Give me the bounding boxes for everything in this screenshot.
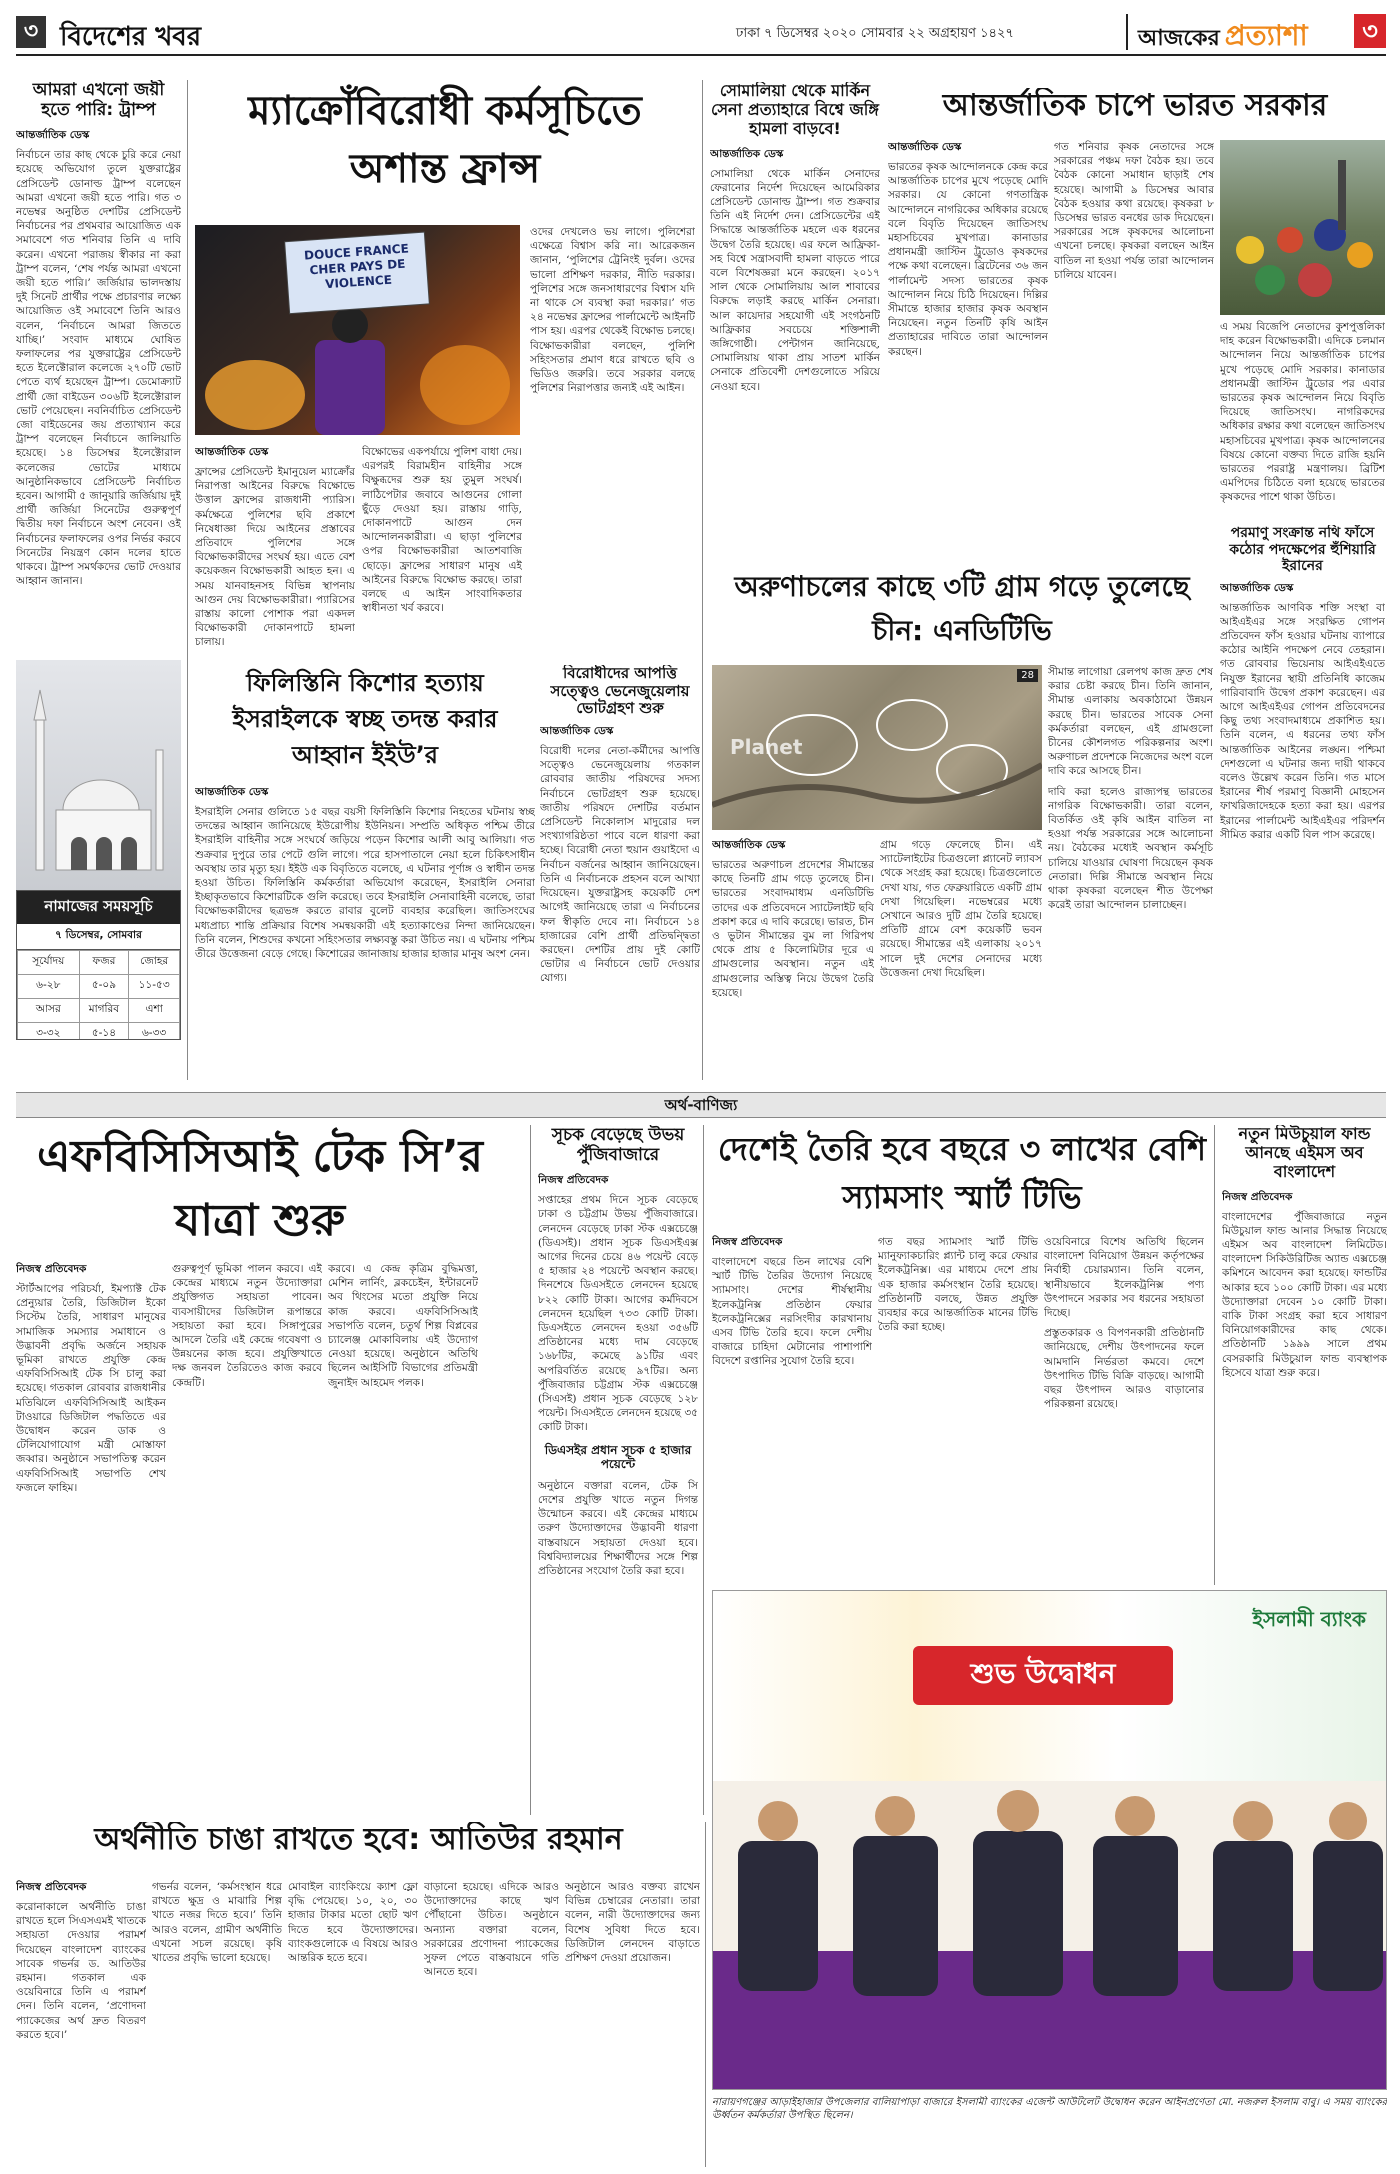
france-body-a: ফ্রান্সের প্রেসিডেন্ট ইমানুয়েল ম্যাক্রোঁর নিরাপত্তা আইনের বিরুদ্ধে বিক্ষোভে উত্তাল ফ্রান্সের রাজধানী প্যারিস। কর্মক্ষেত্রে পুলিশের ছবি প্রকাশে নিষেধাজ্ঞা দিয়ে আইনের প্রস্তাবের প্রতিবাদে পুলিশের সঙ্গে বিক্ষোভকারীদের সংঘর্ষ হয়। এতে বেশ কয়েকজন বিক্ষোভকারী আহত হন। এ সময় যানবাহনসহ বিভিন্ন স্থাপনায় আগুন দেয় বিক্ষোভকারীরা। প্যারিসের রাস্তায় কালো পোশাক পরা একদল বিক্ষোভকারী দোকানপাটে হামলা চালায়।	[195, 466, 355, 649]
arunachal-satellite-photo	[712, 665, 1042, 830]
prayer-cell: মাগরিব	[79, 999, 129, 1023]
samsung-body-d: প্রস্তুতকারক ও বিপণনকারী প্রতিষ্ঠানটি জানিয়েছে, দেশীয় উৎপাদনের ফলে আমদানি নির্ভরতা কমবে। দেশে উৎপাদিত টিভি বিক্রি বাড়ছে। আগামী বছর উৎপাদন আরও বাড়ানোর পরিকল্পনা রয়েছে।	[1044, 1327, 1204, 1411]
france-text-b	[362, 445, 522, 650]
palestine-story	[195, 785, 535, 1080]
section-title: বিদেশের খবর	[60, 22, 202, 52]
india-body-b: গত শনিবার কৃষক নেতাদের সঙ্গে সরকারের পঞ্চম দফা বৈঠক হয়। তবে বৈঠক কোনো সমাধান ছাড়াই শেষ হয়েছে। আগামী ৯ ডিসেম্বর আবার বৈঠক হওয়ার কথা রয়েছে। কৃষকরা ৮ ডিসেম্বর ভারত বনধের ডাক দিয়েছেন। সরকারের সঙ্গে কৃষকদের আলোচনা এখনো চলছে। কৃষকরা বলছেন আইন বাতিল না হওয়া পর্যন্ত তারা আন্দোলন চালিয়ে যাবেন।	[1054, 141, 1214, 281]
india-farmers-photo	[1220, 140, 1385, 315]
section-divider	[16, 1092, 1386, 1118]
atiur-text-d	[424, 1880, 559, 2165]
india-text-d	[1220, 320, 1385, 520]
somalia-body: সোমালিয়া থেকে মার্কিন সেনাদের ফেরানোর নির্দেশ দিয়েছেন আমেরিকার প্রেসিডেন্ট ডোনাল্ড ট্রাম্প। গত শুক্রবার তিনি এই নির্দেশ দেন। প্রেসিডেন্টের এই সিদ্ধান্তে আন্তর্জাতিক মহলে এক ধরনের উদ্বেগ তৈরি হয়েছে। এর ফলে আফ্রিকা-সহ বিশ্বে সন্ত্রাসবাদী হামলা বাড়তে পারে বলে বিশেষজ্ঞরা মনে করছেন। ২০১৭ সাল থেকে সোমালিয়ায় আল শাবাবের বিরুদ্ধে লড়াই করছে মার্কিন সেনারা। আল কায়েদার সহযোগী এই সংগঠনটি আফ্রিকার সবচেয়ে শক্তিশালী জঙ্গিগোষ্ঠী। পেন্টাগন জানিয়েছে, সোমালিয়ায় থাকা প্রায় সাতশ মার্কিন সেনাকে প্রতিবেশী দেশগুলোতে সরিয়ে নেওয়া হবে।	[710, 167, 880, 393]
mutual-fund-story	[1222, 1125, 1387, 1585]
atiur-body-b: গভর্নর বলেন, ‘কর্মসংস্থান ধরে রাখতে ক্ষুদ্র ও মাঝারি শিল্প খাতে নজর দিতে হবে।’ তিনি আরও বলেন, গ্রামীণ অর্থনীতি এখনো সচল রয়েছে। কৃষি খাতের প্রবৃদ্ধি ভালো হয়েছে।	[152, 1881, 282, 1965]
prayer-box-title: নামাজের সময়সূচি	[17, 891, 180, 924]
trump-body: নির্বাচনে তার কাছ থেকে চুরি করে নেয়া হয়েছে অভিযোগ তুলে যুক্তরাষ্ট্রের প্রেসিডেন্ট ডোনাল্ড ট্রাম্প বলেছেন আমরা এখনো জয়ী হতে পারি। গত ৩ নভেম্বর অনুষ্ঠিত দেশটির প্রেসিডেন্ট নির্বাচনের পর প্রথমবার আয়োজিত এক সমাবেশে গত শনিবার তিনি এ দাবি করেন। এখনো পরাজয় স্বীকার না করা ট্রাম্প বলেন, ‘শেষ পর্যন্ত আমরা এখনো জয়ী হতে পারি।’ জর্জিয়ার ভালদস্তায় দুই সিনেট প্রার্থীর পক্ষে প্রচারণার লক্ষ্যে আয়োজিত ওই সমাবেশে তিনি আরও বলেন, ‘নির্বাচনে আমরা জিততে যাচ্ছি।’ সংবাদ মাধ্যমে ঘোষিত ফলাফলের পর যুক্তরাষ্ট্রের প্রেসিডেন্ট হতে ইলেক্টোরাল কলেজে ২৭০টি ভোট পেতে ব্যর্থ হয়েছেন ট্রাম্প। ডেমোক্র্যাট প্রার্থী জো বাইডেন ৩০৬টি ইলেক্টোরাল ভোট পেয়েছেন। নবনির্বাচিত প্রেসিডেন্ট জো বাইডেনের জয় প্রত্যাখ্যান করে ট্রাম্প বলেছেন নির্বাচনে জালিয়াতি হয়েছে। ১৪ ডিসেম্বর ইলেক্টোরাল কলেজের ভোটের মাধ্যমে আনুষ্ঠানিকভাবে প্রেসিডেন্ট নির্বাচিত হবেন। আগামী ৫ জানুয়ারি জর্জিয়ায় দুই প্রার্থী জর্জিয়া সিনেটের গুরুত্বপূর্ণ দ্বিতীয় দফা নির্বাচনে অংশ নেবেন। ওই নির্বাচনের ফলাফলের ওপর নির্ভর করবে সিনেটের নিয়ন্ত্রণ কোন দলের হাতে থাকবে। ট্রাম্প সমর্থকদের ভোট দেওয়ার আহ্বান জানান।	[16, 149, 181, 588]
dateline: ঢাকা ৭ ডিসেম্বর ২০২০ সোমবার ২২ অগ্রহায়ণ ১৪২৭	[736, 26, 1014, 41]
column-rule	[1214, 1125, 1215, 1585]
iran-headline: পরমাণু সংক্রান্ত নথি ফাঁসে কঠোর পদক্ষেপের হুঁশিয়ারি ইরানের	[1229, 525, 1376, 575]
prayer-times-box	[16, 890, 181, 1040]
france-desk: আন্তর্জাতিক ডেস্ক	[195, 446, 269, 458]
prayer-cell: ফজর	[79, 951, 129, 975]
section-divider-label: অর্থ-বাণিজ্য	[664, 1096, 738, 1114]
france-body-c: ওদের দেখলেও ভয় লাগে। পুলিশেরা এক্ষেত্রে বিশ্বাস করি না। আরেকজন জানান, ‘পুলিশের ট্রেনিংই দুর্বল। ওদের ভালো প্রশিক্ষণ দরকার, নীতি দরকার। পুলিশের সঙ্গে জনসাধারণের বিশ্বাস যদি না থাকে সে ব্যবস্থা করা দরকার।’ গত ২৪ নভেম্বর ফ্রান্সের পার্লামেন্টে আইনটি পাস হয়। এরপর থেকেই বিক্ষোভ চলছে। বিক্ষোভকারীরা বলছেন, পুলিশি সহিংসতার প্রমাণ ধরে রাখতে ছবি ও ভিডিও জরুরি। তবে সরকার বলছে পুলিশের নিরাপত্তার জন্যই এই আইন।	[530, 226, 695, 395]
samsung-body-b: গত বছর স্যামসাং স্মার্ট টিভি ম্যানুফ্যাকচারিং প্ল্যান্ট চালু করে ফেয়ার ইলেকট্রনিক্স। এর মাধ্যমে দেশে প্রায় এক হাজার কর্মসংস্থান তৈরি হয়েছে। প্রতিষ্ঠানটি বলছে, উন্নত প্রযুক্তি ব্যবহার করে আন্তর্জাতিক মানের টিভি তৈরি করা হচ্ছে।	[878, 1236, 1038, 1334]
satellite-watermark: Planet	[730, 735, 803, 759]
prayer-cell: এশা	[129, 999, 180, 1023]
atiur-body-d: বাড়ানো হয়েছে। এদিকে আরও উদ্যোক্তাদের কাছে ঋণ পৌঁছানো উচিত। অনুষ্ঠানে অন্যান্য বক্তারা বলেন, সরকারের প্রণোদনা প্যাকেজের সুফল পেতে বাস্তবায়নে গতি আনতে হবে।	[424, 1881, 559, 1979]
trump-desk: আন্তর্জাতিক ডেস্ক	[16, 129, 90, 142]
bank-photo-caption: নারায়ণগঞ্জের আড়াইহাজার উপজেলার বালিয়াপাড়া বাজারে ইসলামী ব্যাংকের এজেন্ট আউটলেট উদ্বোধন করেন আইনপ্রণেতা মো. নজরুল ইসলাম বাবু। এ সময় ব্যাংকের ঊর্ধ্বতন কর্মকর্তারা উপস্থিত ছিলেন।	[712, 2097, 1387, 2121]
samsung-desk: নিজস্ব প্রতিবেদক	[712, 1236, 783, 1248]
france-body-b: বিক্ষোভের একপর্যায়ে পুলিশ বাধা দেয়। এরপরই বিরামহীন বাহিনীর সঙ্গে বিক্ষুব্ধদের শুরু হয় তুমুল সংঘর্ষ। লাঠিপেটার জবাবে আগুনের গোলা ছুঁড়ে দেওয়া হয়। রাস্তায় গাড়ি, দোকানপাটে আগুন দেন আন্দোলনকারীরা। এ ছাড়া পুলিশের ওপর বিক্ষোভকারীরা আতশবাজি ছোড়ে। ফ্রান্সের সাধারণ মানুষ এই আইনের বিরুদ্ধে বিক্ষোভ করছে। তারা বলছে এ আইন সাংবাদিকতার স্বাধীনতা খর্ব করবে।	[362, 446, 522, 615]
bank-logo-text: ইসলামী ব্যাংক	[1252, 1607, 1366, 1631]
fbcci-text-a	[16, 1262, 166, 1802]
fbcci-body-b: গুরুত্বপূর্ণ ভূমিকা পালন করবে। এই কেন্দ্রের মাধ্যমে নতুন উদ্যোক্তারা প্রযুক্তিগত সহায়তা পাবেন। ব্যবসায়ীদের ডিজিটাল রূপান্তরে সহায়তা করা হবে। সিঙ্গাপুরের আদলে তৈরি এই কেন্দ্রে গবেষণা ও উন্নয়নের কাজ হবে। প্রযুক্তিখাতে দক্ষ জনবল তৈরিতেও কাজ করবে কেন্দ্রটি।	[172, 1263, 322, 1389]
stocks-story	[538, 1125, 698, 1815]
atiur-body-c: মোবাইল ব্যাংকিংয়ে ক্যাশ ফ্লো বৃদ্ধি পেয়েছে। ১০, ২০, ৩০ হাজার টাকার মতো ছোট ঋণ দিতে হবে উদ্যোক্তাদের। ব্যাংকগুলোকে এ বিষয়ে আরও আন্তরিক হতে হবে।	[288, 1881, 418, 1965]
crowd-scene	[1220, 140, 1385, 315]
fbcci-body-c: করবে। এ কেন্দ্র কৃত্রিম বুদ্ধিমত্তা, মেশিন লার্নিং, ব্লকচেইন, ইন্টারনেট অব থিংসের মতো প্রযুক্তি নিয়ে কাজ করবে। এফবিসিসিআই সভাপতি বলেন, চতুর্থ শিল্প বিপ্লবের চ্যালেঞ্জ মোকাবিলায় এই উদ্যোগ নেওয়া হয়েছে। অনুষ্ঠানে অতিথি ছিলেন আইসিটি বিভাগের প্রতিমন্ত্রী জুনাইদ আহমেদ পলক।	[328, 1263, 478, 1389]
fbcci-headline: এফবিসিসিআই টেক সি’র যাত্রা শুরু	[36, 1131, 484, 1246]
arunachal-headline: অরুণাচলের কাছে ৩টি গ্রাম গড়ে তুলেছে চীন: এনডিটিভি	[734, 570, 1190, 647]
fbcci-body-a: স্টার্টআপের পরিচর্যা, ইমপ্যাক্ট টেক প্রেন্যুয়ার তৈরি, ডিজিটাল ইকো সিস্টেম তৈরি, সাধারণ মানুষের সামাজিক সমস্যার সমাধানে ও উদ্ভাবনী প্রবৃদ্ধি অর্জনে সহায়ক ভূমিকা রাখতে প্রযুক্তি কেন্দ্র এফবিসিসিআই টেক সি চালু করা হয়েছে। গতকাল রোববার রাজধানীর মতিঝিলে এফবিসিসিআই আইকন টাওয়ারে ডিজিটাল পদ্ধতিতে এর উদ্বোধন করেন ডাক ও টেলিযোগাযোগ মন্ত্রী মোস্তাফা জব্বার। অনুষ্ঠানে সভাপতিত্ব করেন এফবিসিসিআই সভাপতি শেখ ফজলে ফাহিম।	[16, 1283, 166, 1494]
france-text-a	[195, 445, 355, 650]
trump-headline: আমরা এখনো জয়ী হতে পারি: ট্রাম্প	[32, 80, 165, 121]
prayer-cell: ৫-১৪	[79, 1023, 129, 1041]
mosque-photo	[16, 660, 181, 890]
india-body-c: দাবি করা হলেও রাজ্যপন্থ ভারতের নাগরিক বিক্ষোভকারী। তারা বলেন, বিতর্কিত ওই কৃষি আইন বাতিল না হওয়া পর্যন্ত সরকারের সঙ্গে আলোচনা নয়। বৈঠকের মধ্যেই অবস্থান কর্মসূচি চালিয়ে যাওয়ার ঘোষণা দিয়েছেন কৃষক নেতারা। দিল্লি সীমান্তে অবস্থান নিয়ে থাকা কৃষকরা বলেছেন শীত উপেক্ষা করেই তারা আন্দোলন চালাচ্ছেন।	[1048, 785, 1213, 912]
column-rule	[702, 80, 703, 1080]
officials-group	[713, 1781, 1387, 2090]
bank-banner-title: শুভ উদ্বোধন	[913, 1646, 1173, 1705]
france-headline: ম্যাক্রোঁবিরোধী কর্মসূচিতে অশান্ত ফ্রান্স	[248, 88, 642, 192]
arunachal-body-b: গ্রাম গড়ে ফেলেছে চীন। এই স্যাটেলাইটের চিত্রগুলো প্ল্যানেট ল্যাবস থেকে সংগ্রহ করা হয়েছে। চিত্রগুলোতে দেখা যায়, গত ফেব্রুয়ারিতে একটি গ্রাম দেখা গিয়েছিল। নভেম্বরের মধ্যে সেখানে আরও দুটি গ্রাম তৈরি হয়েছে। প্রতিটি গ্রামে বেশ কয়েকটি ভবন রয়েছে। সীমান্তের এই এলাকায় ২০১৭ সালে দুই দেশের সেনাদের মধ্যে উত্তেজনা দেখা দিয়েছিল।	[880, 839, 1042, 979]
iran-story	[1220, 525, 1385, 1075]
samsung-text-b	[878, 1235, 1038, 1580]
venezuela-headline: বিরোধীদের আপত্তি সত্ত্বেও ভেনেজুয়েলায় ভোটগ্রহণ শুরু	[550, 665, 690, 718]
column-rule	[703, 1125, 704, 1815]
fbcci-body-d: অনুষ্ঠানে বক্তারা বলেন, টেক সি দেশের প্রযুক্তি খাতে নতুন দিগন্ত উন্মোচন করবে। এই কেন্দ্রের মাধ্যমে তরুণ উদ্যোক্তাদের উদ্ভাবনী ধারণা বাস্তবায়নে সহায়তা দেওয়া হবে। বিশ্ববিদ্যালয়ের শিক্ষার্থীদের সঙ্গে শিল্প প্রতিষ্ঠানের সংযোগ তৈরি করা হবে।	[538, 1479, 698, 1578]
iran-desk: আন্তর্জাতিক ডেস্ক	[1220, 581, 1294, 594]
arunachal-text-b	[880, 838, 1042, 1078]
column-rule	[705, 1822, 706, 2167]
prayer-cell: আসর	[18, 999, 80, 1023]
column-rule	[187, 80, 188, 1080]
samsung-text-a	[712, 1235, 872, 1580]
india-desk: আন্তর্জাতিক ডেস্ক	[888, 141, 962, 153]
samsung-text-c	[1044, 1235, 1204, 1580]
arunachal-desk: আন্তর্জাতিক ডেস্ক	[712, 839, 786, 851]
stocks-headline: সূচক বেড়েছে উভয় পুঁজিবাজারে	[551, 1125, 685, 1166]
france-text-c	[530, 225, 695, 655]
arunachal-body-c: সীমান্ত লাগোয়া রেলপথ কাজ দ্রুত শেষ করার চেষ্টা করছে চীন। তিনি জানান, সীমান্ত এলাকায় অবকাঠামো উন্নয়ন করছে চীন। ভারতের সাবেক সেনা কর্মকর্তারা বলছেন, এই গ্রামগুলো চীনের কৌশলগত পরিকল্পনার অংশ। অরুণাচল প্রদেশকে নিজেদের অংশ বলে দাবি করে আসছে চীন।	[1048, 666, 1213, 778]
somalia-headline: সোমালিয়া থেকে মার্কিন সেনা প্রত্যাহারে বিশ্বে জঙ্গি হামলা বাড়বে!	[710, 82, 879, 138]
bank-banner	[713, 1591, 1386, 1781]
palestine-desk: আন্তর্জাতিক ডেস্ক	[195, 786, 269, 798]
masthead-main: প্রত্যাশা	[1224, 19, 1308, 52]
bank-inauguration-photo	[712, 1590, 1387, 2090]
prayer-cell: ১১-৫৩	[129, 975, 180, 999]
atiur-body-a: করোনাকালে অর্থনীতি চাঙা রাখতে হলে সিএসএমই খাতকে সহায়তা দেওয়ার পরামর্শ দিয়েছেন বাংলাদেশ ব্যাংকের সাবেক গভর্নর ড. আতিউর রহমান। গতকাল এক ওয়েবিনারে তিনি এ পরামর্শ দেন। তিনি বলেন, ‘প্রণোদনা প্যাকেজের অর্থ দ্রুত বিতরণ করতে হবে।’	[16, 1901, 146, 2041]
samsung-headline: দেশেই তৈরি হবে বছরে ৩ লাখের বেশি স্যামসাং স্মার্ট টিভি	[717, 1130, 1207, 1216]
samsung-body-c: ওয়েবিনারে বিশেষ অতিথি ছিলেন বাংলাদেশ বিনিয়োগ উন্নয়ন কর্তৃপক্ষের নির্বাহী চেয়ারম্যান। তিনি বলেন, স্থানীয়ভাবে ইলেকট্রনিক্স পণ্য উৎপাদনে সরকার সব ধরনের সহায়তা দিচ্ছে।	[1044, 1236, 1204, 1320]
india-body-a: ভারতের কৃষক আন্দোলনকে কেন্দ্র করে আন্তর্জাতিক চাপের মুখে পড়েছে মোদি সরকার। যে কোনো গণতান্ত্রিক আন্দোলনে নাগরিকের অধিকার রয়েছে বলে বিবৃতি দিয়েছেন জাতিসংঘ মহাসচিবের মুখপাত্র। কানাডার প্রধানমন্ত্রী জাস্টিন ট্রুডোও কৃষকদের পক্ষে কথা বলেছেন। ব্রিটেনের ৩৬ জন পার্লামেন্ট সদস্য ভারতের কৃষক আন্দোলন নিয়ে চিঠি দিয়েছেন। দিল্লির সীমান্তে হাজার হাজার কৃষক অবস্থান নিয়েছেন। নতুন তিনটি কৃষি আইন প্রত্যাহারের দাবিতে তারা আন্দোলন করছেন।	[888, 161, 1048, 358]
arunachal-body-a: ভারতের অরুণাচল প্রদেশের সীমান্তের কাছে তিনটি গ্রাম গড়ে তুলেছে চীন। ভারতের সংবাদমাধ্যম এনডিটিভি তাদের এক প্রতিবেদনে স্যাটেলাইট ছবি প্রকাশ করে এ দাবি করেছে। ভারত, চীন ও ভুটান সীমান্তের বুম লা গিরিপথ থেকে প্রায় ৫ কিলোমিটার দূরে এ গ্রামগুলোর অবস্থান। নতুন এই গ্রামগুলোর অস্তিত্ব নিয়ে উদ্বেগ তৈরি হয়েছে।	[712, 859, 874, 999]
atiur-text-c	[288, 1880, 418, 2165]
atiur-text-a	[16, 1880, 146, 2165]
prayer-cell: সূর্যোদয়	[18, 951, 80, 975]
somalia-desk: আন্তর্জাতিক ডেস্ক	[710, 147, 784, 160]
palestine-body: ইসরাইলি সেনার গুলিতে ১৫ বছর বয়সী ফিলিস্তিনি কিশোর নিহতের ঘটনায় স্বচ্ছ তদন্তের আহ্বান জানিয়েছে ইউরোপীয় ইউনিয়ন। সম্প্রতি অধিকৃত পশ্চিম তীরে ইসরাইলি বাহিনীর সঙ্গে সংঘর্ষে জড়িয়ে পড়েন কিশোর আলী আবু আলিয়া। গত শুক্রবার দুপুরে তার পেটে গুলি লাগে। পরে হাসপাতালে নেয়া হলে চিকিৎসাধীন অবস্থায় তার মৃত্যু হয়। ইইউ এক বিবৃতিতে বলেছে, এ ঘটনার পূর্ণাঙ্গ ও স্বাধীন তদন্ত হওয়া উচিত। ফিলিস্তিনি কর্মকর্তারা অভিযোগ করেছেন, ইসরাইলি সেনারা ইচ্ছাকৃতভাবে কিশোরটিকে গুলি করেছে। তবে ইসরাইলি সেনাবাহিনী বলেছে, তারা বিক্ষোভকারীদের ছত্রভঙ্গ করতে রাবার বুলেট ব্যবহার করেছিল। জাতিসংঘের মধ্যপ্রাচ্য শান্তি প্রক্রিয়ার বিশেষ সমন্বয়কারী এই হত্যাকাণ্ডের নিন্দা জানিয়েছেন। তিনি বলেন, শিশুদের কখনো সহিংসতার লক্ষ্যবস্তু করা উচিত নয়। এ ঘটনায় পশ্চিম তীরে উত্তেজনা বেড়ে গেছে। কিশোরের জানাজায় হাজার হাজার মানুষ অংশ নেন।	[195, 806, 535, 961]
prayer-cell: ৬-৩৩	[129, 1023, 180, 1041]
mutual-fund-body: বাংলাদেশের পুঁজিবাজারে নতুন মিউচুয়াল ফান্ড আনার সিদ্ধান্ত নিয়েছে এইমস অব বাংলাদেশ লিমিটেড। বাংলাদেশ সিকিউরিটিজ অ্যান্ড এক্সচেঞ্জ কমিশনে আবেদন করা হয়েছে। ফান্ডটির আকার হবে ১০০ কোটি টাকা। এর মধ্যে উদ্যোক্তারা দেবেন ১০ কোটি টাকা। বাকি টাকা সংগ্রহ করা হবে সাধারণ বিনিয়োগকারীদের কাছ থেকে। প্রতিষ্ঠানটি ১৯৯৯ সালে প্রথম বেসরকারি মিউচুয়াল ফান্ড ব্যবস্থাপক হিসেবে যাত্রা শুরু করে।	[1222, 1210, 1387, 1379]
france-protest-photo	[195, 225, 520, 435]
samsung-body-a: বাংলাদেশে বছরে তিন লাখের বেশি স্মার্ট টিভি তৈরির উদ্যোগ নিয়েছে স্যামসাং। দেশের শীর্ষস্থানীয় ইলেকট্রনিক্স প্রতিষ্ঠান ফেয়ার ইলেকট্রনিক্সের নরসিংদীর কারখানায় এসব টিভি তৈরি হবে। ফলে দেশীয় বাজারে চাহিদা মেটানোর পাশাপাশি বিদেশে রপ্তানির সুযোগ তৈরি হবে।	[712, 1256, 872, 1368]
page-header	[16, 14, 1386, 56]
satellite-tag: 28	[1017, 669, 1038, 682]
iran-body: আন্তর্জাতিক আণবিক শক্তি সংস্থা বা আইএইএর সঙ্গে সংরক্ষিত গোপন প্রতিবেদন ফাঁস হওয়ার ঘটনায় ব্যাপারে কঠোর আইনি পদক্ষেপ নেবে তেহরান। গত রোববার ভিয়েনায় আইএইএতে নিযুক্ত ইরানের স্থায়ী প্রতিনিধি কাজেম গারিবাবাদি উদ্বেগ প্রকাশ করেছেন। এর আগে আইএইএর গোপন প্রতিবেদনের কিছু তথ্য সংবাদমাধ্যমে প্রকাশিত হয়। তিনি বলেন, এ ধরনের তথ্য ফাঁস আন্তর্জাতিক আইনের লঙ্ঘন। পশ্চিমা দেশগুলো এ ঘটনার জন্য দায়ী থাকবে বলেও উল্লেখ করেন তিনি। গত মাসে ইরানের শীর্ষ পরমাণু বিজ্ঞানী মোহসেন ফাখরিজাদেহকে হত্যা করা হয়। এরপর ইরানের পার্লামেন্ট আইএইএর পরিদর্শন সীমিত করার একটি বিল পাস করেছে।	[1220, 601, 1385, 841]
prayer-date: ৭ ডিসেম্বর, সোমবার	[17, 924, 180, 950]
stocks-body: সপ্তাহের প্রথম দিনে সূচক বেড়েছে ঢাকা ও চট্টগ্রাম উভয় পুঁজিবাজারে। লেনদেন বেড়েছে ঢাকা স্টক এক্সচেঞ্জে (ডিএসই)। প্রধান সূচক ডিএসইএক্স আগের দিনের চেয়ে ৪৬ পয়েন্ট বেড়ে ৫ হাজার ২৪ পয়েন্টে অবস্থান করছে। দিনশেষে ডিএসইতে লেনদেন হয়েছে ৮২২ কোটি টাকা। আগের কর্মদিবসে লেনদেন হয়েছিল ৭৩৩ কোটি টাকা। ডিএসইতে লেনদেন হওয়া ৩৫৬টি প্রতিষ্ঠানের মধ্যে দাম বেড়েছে ১৬৮টির, কমেছে ৯১টির এবং অপরিবর্তিত রয়েছে ৯৭টির। অন্য পুঁজিবাজার চট্টগ্রাম স্টক এক্সচেঞ্জে (সিএসই) প্রধান সূচক বেড়েছে ১২৮ পয়েন্ট। সিএসইতে লেনদেন হয়েছে ৩৫ কোটি টাকা।	[538, 1194, 698, 1434]
trump-story	[16, 80, 181, 650]
column-rule	[530, 1125, 531, 1815]
atiur-text-e	[565, 1880, 700, 2165]
prayer-cell: ৫-০৯	[79, 975, 129, 999]
india-headline: আন্তর্জাতিক চাপে ভারত সরকার	[942, 88, 1328, 123]
venezuela-body: বিরোধী দলের নেতা-কর্মীদের আপত্তি সত্ত্বেও ভেনেজুয়েলায় গতকাল রোববার জাতীয় পরিষদের সদস্য নির্বাচনে ভোটগ্রহণ শুরু হয়েছে। জাতীয় পরিষদে দেশটির বর্তমান প্রেসিডেন্ট নিকোলাস মাদুরোর দল সংখ্যাগরিষ্ঠতা পাবে বলে ধারণা করা হচ্ছে। বিরোধী নেতা হুয়ান গুয়াইদো এ নির্বাচন বর্জনের আহ্বান জানিয়েছেন। তিনি এ নির্বাচনকে প্রহসন বলে আখ্যা দিয়েছেন। যুক্তরাষ্ট্রসহ কয়েকটি দেশ আগেই জানিয়েছে তারা এ নির্বাচনের ফল স্বীকৃতি দেবে না। নির্বাচনে ১৪ হাজারের বেশি প্রার্থী প্রতিদ্বন্দ্বিতা করছেন। দেশটির প্রায় দুই কোটি ভোটার এ নির্বাচনে ভোট দেওয়ার যোগ্য।	[540, 745, 700, 985]
page-number-left: ৩	[16, 16, 46, 48]
mosque-illustration	[16, 660, 181, 890]
fbcci-text-b	[172, 1262, 322, 1802]
atiur-text-b	[152, 1880, 282, 2165]
prayer-cell: ৩-৩২	[18, 1023, 80, 1041]
fbcci-text-c	[328, 1262, 478, 1802]
arunachal-text-c	[1048, 665, 1213, 1075]
page-number-right: ৩	[1354, 14, 1386, 48]
masthead	[1126, 14, 1308, 50]
masthead-prefix: আজকের	[1138, 26, 1220, 51]
arunachal-text-a	[712, 838, 874, 1078]
mutual-fund-headline: নতুন মিউচুয়াল ফান্ড আনছে এইমস অব বাংলাদেশ	[1238, 1125, 1371, 1181]
atiur-desk: নিজস্ব প্রতিবেদক	[16, 1881, 87, 1893]
atiur-body-e: অনুষ্ঠানে আরও বক্তব্য রাখেন বিভিন্ন চেম্বারের নেতারা। তারা বলেন, নারী উদ্যোক্তাদের জন্য বিশেষ সুবিধা দিতে হবে। ডিজিটাল লেনদেন বাড়াতে প্রশিক্ষণ দেওয়া প্রয়োজন।	[565, 1881, 700, 1965]
india-body-d: এ সময় বিজেপি নেতাদের কুশপুত্তলিকা দাহ করেন বিক্ষোভকারী। এদিকে চলমান আন্দোলন নিয়ে আন্তর্জাতিক চাপের মুখে পড়েছে মোদি সরকার। কানাডার প্রধানমন্ত্রী জাস্টিন ট্রুডোর পর এবার ভারতের কৃষক আন্দোলন নিয়ে বিবৃতি দিয়েছে জাতিসংঘ। নাগরিকদের অধিকার রক্ষার কথা বলেছেন জাতিসংঘ মহাসচিবের মুখপাত্র। কৃষক আন্দোলনের বিষয়ে কোনো বক্তব্য দিতে রাজি হয়নি ভারতের পররাষ্ট্র মন্ত্রণালয়। ব্রিটিশ এমপিদের চিঠিতে বলা হয়েছে ভারতের কৃষকদের পাশে থাকা উচিত।	[1220, 321, 1385, 504]
atiur-headline: অর্থনীতি চাঙা রাখতে হবে: আতিউর রহমান	[94, 1822, 623, 1857]
venezuela-story	[540, 665, 700, 1080]
prayer-cell: জোহর	[129, 951, 180, 975]
stocks-subhead: ডিএসইর প্রধান সূচক ৫ হাজার পয়েন্টে	[544, 1442, 692, 1471]
prayer-cell: ৬-২৮	[18, 975, 80, 999]
palestine-headline: ফিলিস্তিনি কিশোর হত্যায় ইসরাইলকে স্বচ্ছ তদন্ত করার আহ্বান ইইউ’র	[232, 669, 498, 769]
fbcci-desk: নিজস্ব প্রতিবেদক	[16, 1263, 87, 1275]
mutual-fund-desk: নিজস্ব প্রতিবেদক	[1222, 1190, 1293, 1203]
venezuela-desk: আন্তর্জাতিক ডেস্ক	[540, 725, 614, 738]
protest-sign-text: DOUCE FRANCE CHER PAYS DE VIOLENCE	[303, 241, 410, 292]
stocks-desk: নিজস্ব প্রতিবেদক	[538, 1174, 609, 1187]
prayer-times-table	[17, 950, 180, 1040]
